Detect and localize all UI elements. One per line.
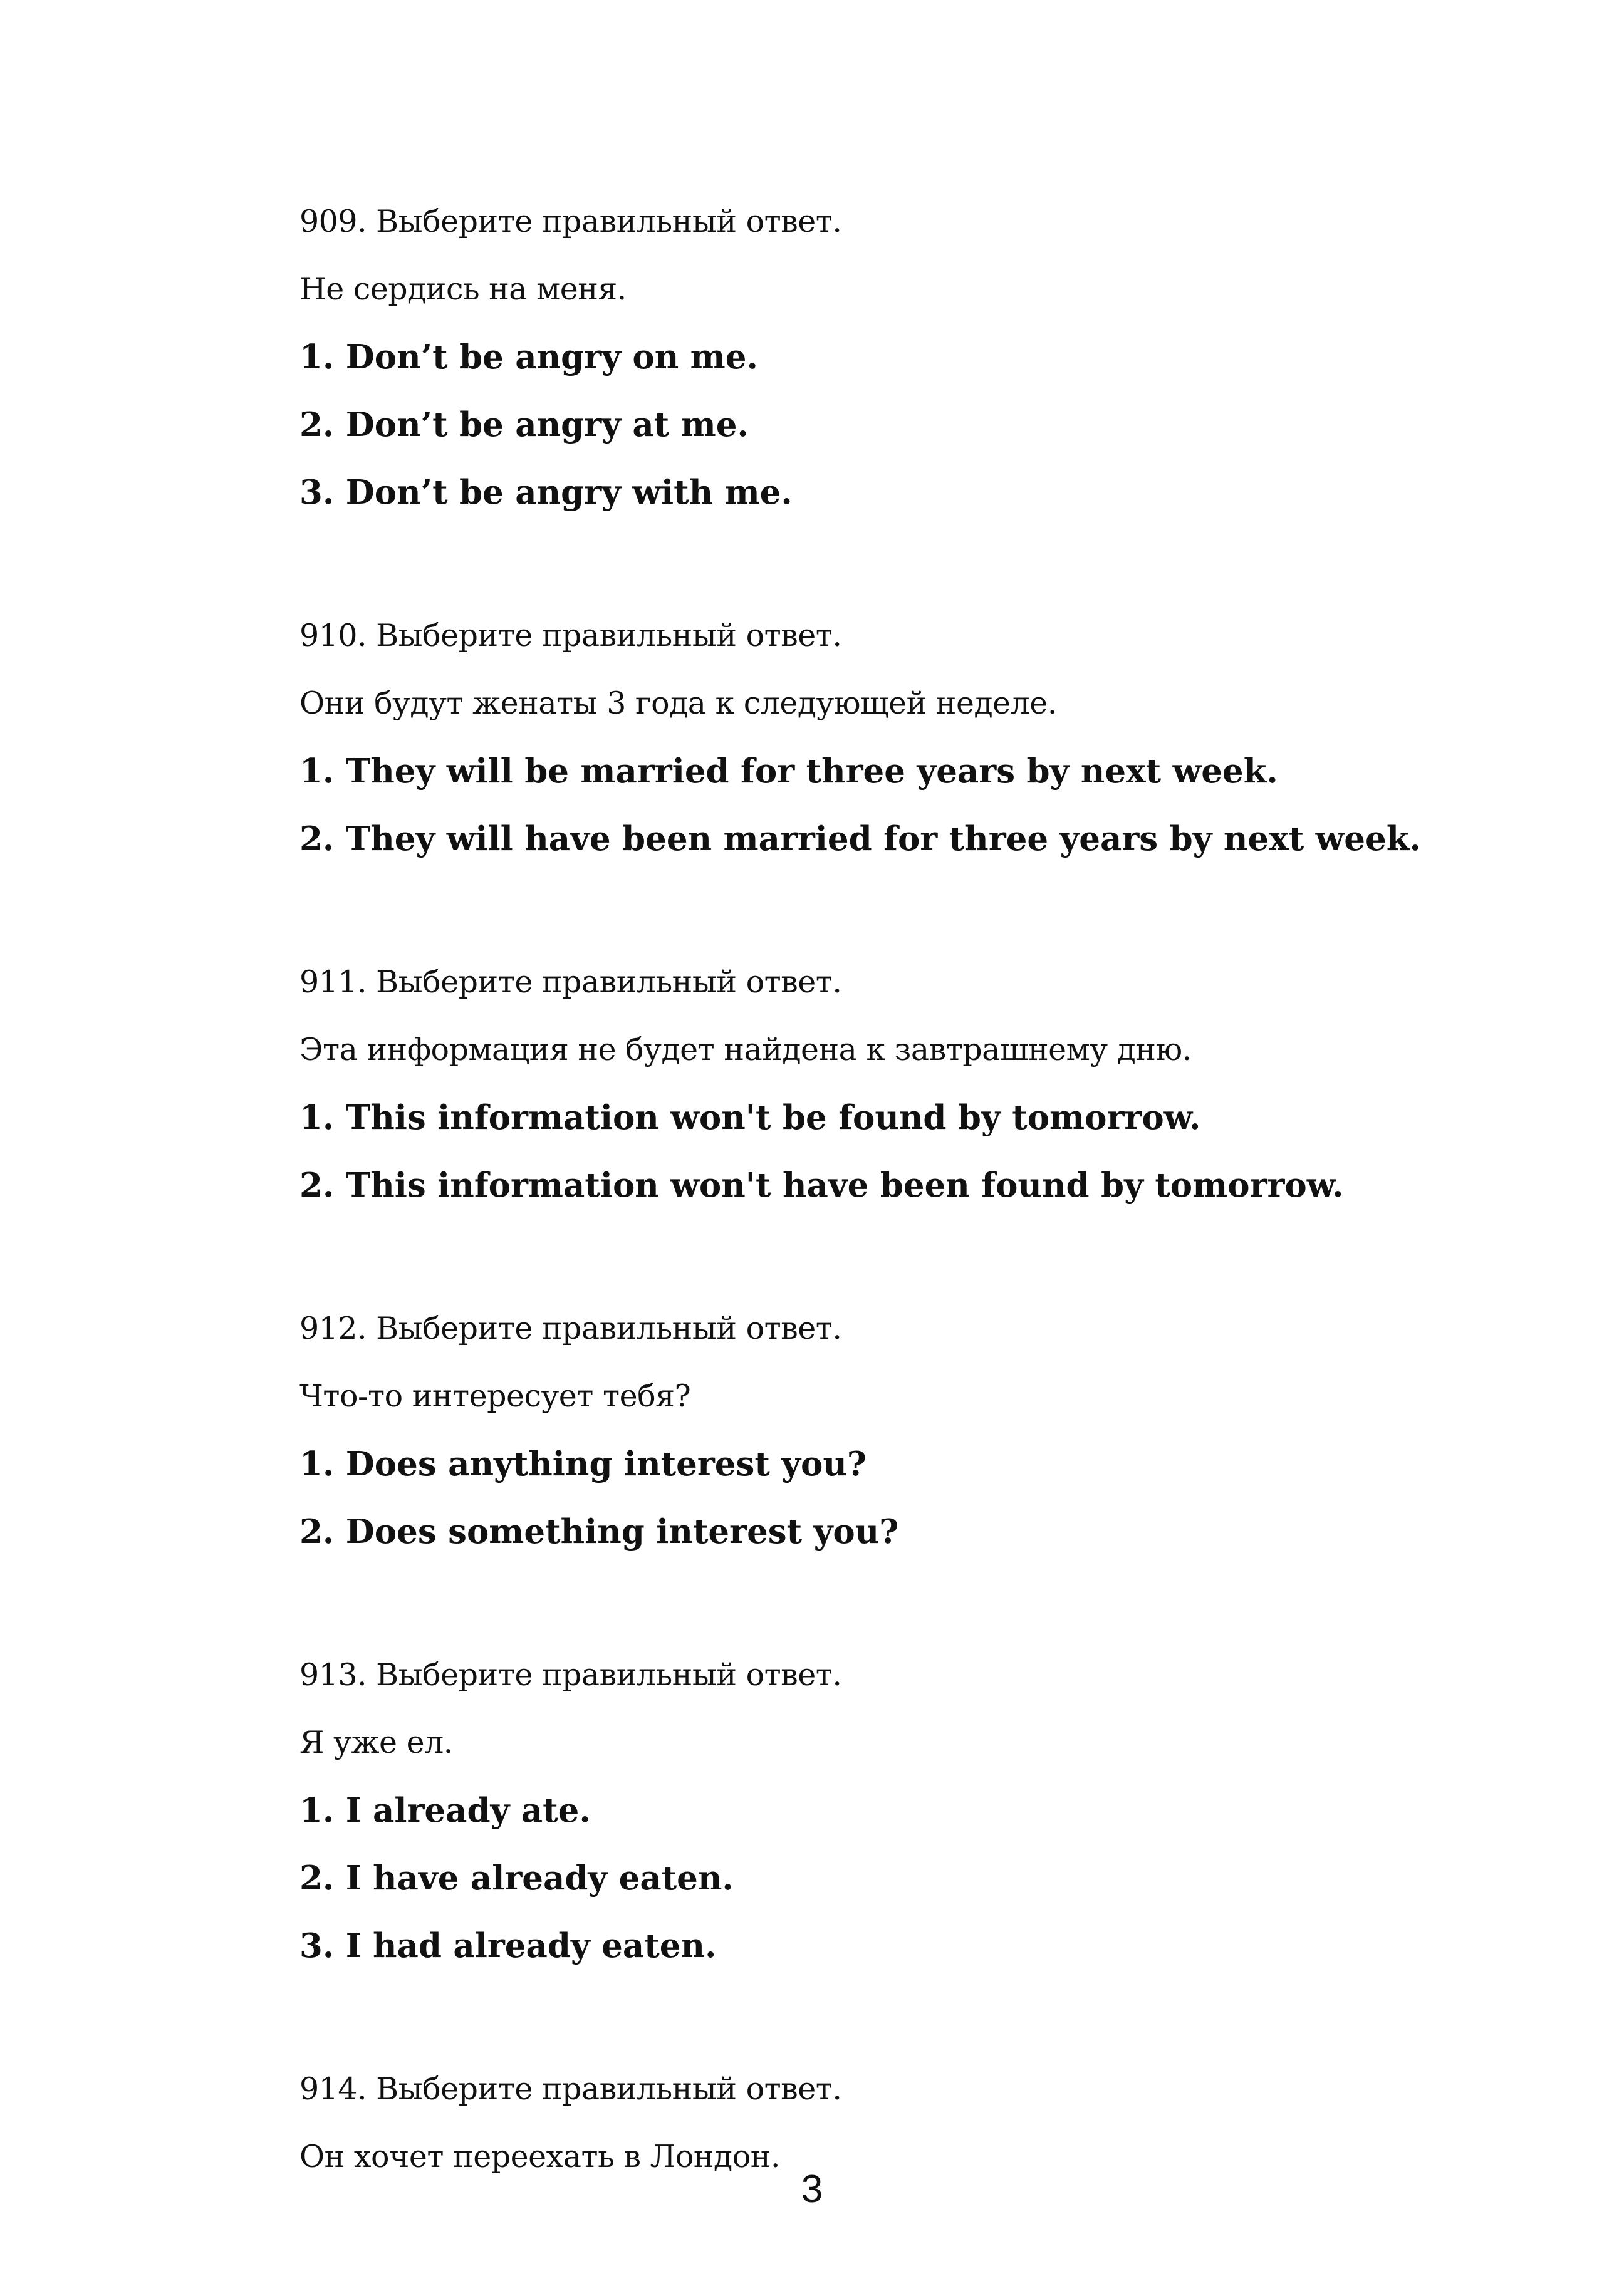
question-prompt: 910. Выберите правильный ответ. bbox=[299, 618, 842, 653]
question-909 bbox=[299, 188, 1490, 526]
answer-option[interactable]: 2. Does something interest you? bbox=[299, 1512, 899, 1551]
answer-option[interactable]: 1. Don’t be angry on me. bbox=[299, 338, 758, 377]
question-task: Они будут женаты 3 года к следующей неделе. bbox=[299, 685, 1057, 721]
answer-option[interactable]: 2. They will have been married for three years by next week. bbox=[299, 819, 1421, 858]
question-912 bbox=[299, 1295, 1490, 1566]
question-prompt: 912. Выберите правильный ответ. bbox=[299, 1311, 842, 1346]
question-task: Он хочет переехать в Лондон. bbox=[299, 2139, 780, 2174]
question-prompt: 909. Выберите правильный ответ. bbox=[299, 204, 842, 239]
question-prompt: 913. Выберите правильный ответ. bbox=[299, 1657, 842, 1693]
question-task: Не сердись на меня. bbox=[299, 271, 627, 307]
page-number: 3 bbox=[801, 2168, 823, 2211]
question-task: Я уже ел. bbox=[299, 1725, 453, 1760]
answer-option[interactable]: 3. I had already eaten. bbox=[299, 1926, 717, 1965]
question-task: Эта информация не будет найдена к завтрашнему дню. bbox=[299, 1032, 1192, 1067]
question-prompt: 911. Выберите правильный ответ. bbox=[299, 964, 842, 1000]
answer-option[interactable]: 1. I already ate. bbox=[299, 1791, 591, 1830]
document-page bbox=[299, 188, 1490, 2191]
answer-option[interactable]: 1. This information won't be found by tomorrow. bbox=[299, 1098, 1201, 1137]
question-prompt: 914. Выберите правильный ответ. bbox=[299, 2071, 842, 2107]
answer-option[interactable]: 2. I have already eaten. bbox=[299, 1859, 734, 1898]
answer-option[interactable]: 2. Don’t be angry at me. bbox=[299, 405, 749, 444]
question-910 bbox=[299, 602, 1490, 873]
answer-option[interactable]: 2. This information won't have been found by tomorrow. bbox=[299, 1166, 1344, 1205]
answer-option[interactable]: 3. Don’t be angry with me. bbox=[299, 473, 793, 512]
question-913 bbox=[299, 1641, 1490, 1980]
question-task: Что-то интересует тебя? bbox=[299, 1378, 691, 1414]
answer-option[interactable]: 1. They will be married for three years by next week. bbox=[299, 752, 1278, 791]
question-911 bbox=[299, 948, 1490, 1219]
answer-option[interactable]: 1. Does anything interest you? bbox=[299, 1445, 867, 1483]
